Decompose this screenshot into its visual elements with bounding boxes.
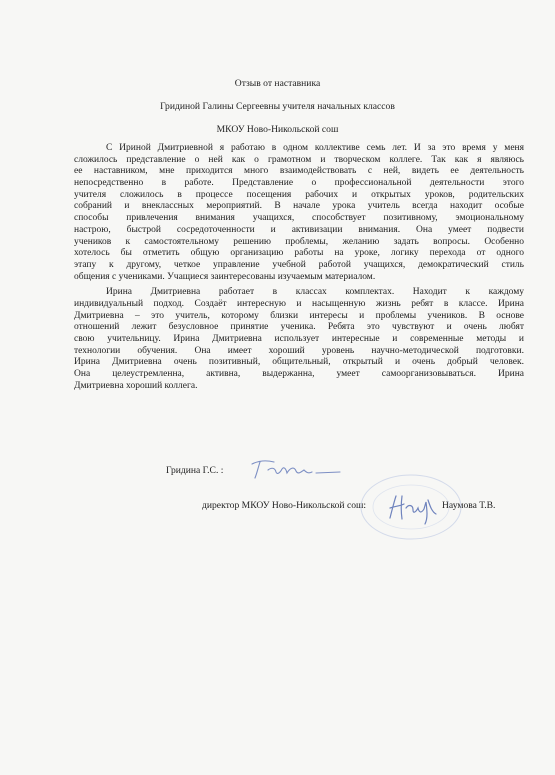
text-line: непосредственно в работе. Представление о профессиональной деятельности этого <box>74 178 524 189</box>
text-line: ее наставником, мне приходится много взаимодействовать с ней, видеть ее деятельность <box>74 166 524 177</box>
mentor-name: Гридина Г.С. : <box>166 465 224 476</box>
text-line: сложилось представление о ней как о грамотном и творческом коллеге. Так как я являюсь <box>74 154 524 165</box>
text-line: Дмитриевна хороший коллега. <box>74 380 198 391</box>
director-signature <box>384 488 444 528</box>
document-subtitle: Гридиной Галины Сергеевны учителя начальных классов <box>160 101 395 112</box>
mentor-signature <box>248 457 343 483</box>
paragraph-2 <box>74 287 524 392</box>
text-line: этапу к другому, четкое управление учебной работой учащихся, демократический стиль <box>74 259 524 270</box>
text-line: отношений лежит безусловное принятие ученика. Ребята это чувствуют и очень любят <box>74 322 524 333</box>
text-line: собраний и внеклассных мероприятий. В начале урока учитель всегда находит особые <box>74 201 524 212</box>
review-body <box>74 143 524 392</box>
text-line: учеников к самостоятельному решению проблемы, желанию задать вопросы. Особенно <box>74 236 524 247</box>
text-line: хотелось бы отметить общую организацию работы на уроке, логику перехода от одного <box>74 248 524 259</box>
director-name: Наумова Т.В. <box>442 500 496 511</box>
text-line: технологии обучения. Она имеет хороший уровень научно-методической подготовки. <box>74 345 524 356</box>
text-line: общения с учениками. Учащиеся заинтересованы изучаемым материалом. <box>74 271 376 282</box>
text-line: Ирина Дмитриевна работает в классах комплектах. Находит к каждому <box>106 287 524 298</box>
text-line: свою учительницу. Ирина Дмитриевна использует интересные и современные методы и <box>74 334 524 344</box>
text-line: учителя сложилось в процессе посещения рабочих и открытых уроков, родительских <box>74 189 524 200</box>
school-name: МКОУ Ново-Никольской сош <box>216 124 339 135</box>
text-line: Дмитриевна – это учитель, которому близки интересы и проблемы учеников. В основе <box>74 310 524 321</box>
text-line: настрою, быстрой сосредоточенности и активизации внимания. Она умеет подвести <box>74 224 524 235</box>
text-line: Она целеустремленна, активна, выдержанна, умеет самоорганизовываться. Ирина <box>74 369 524 380</box>
text-line: индивидуальный подход. Создаёт интересную и насыщенную жизнь ребят в классе. Ирина <box>74 298 524 309</box>
director-label: директор МКОУ Ново-Никольской сош: <box>202 500 367 511</box>
document-title: Отзыв от наставника <box>234 78 321 89</box>
text-line: Ирина Дмитриевна очень позитивный, общительный, открытый и очень добрый человек. <box>74 357 524 368</box>
text-line: С Ириной Дмитриевной я работаю в одном коллективе семь лет. И за это время у меня <box>106 143 524 153</box>
text-line: способы привлечения внимания учащихся, способствует позитивному, эмоциональному <box>74 213 524 224</box>
paragraph-1 <box>74 143 524 283</box>
